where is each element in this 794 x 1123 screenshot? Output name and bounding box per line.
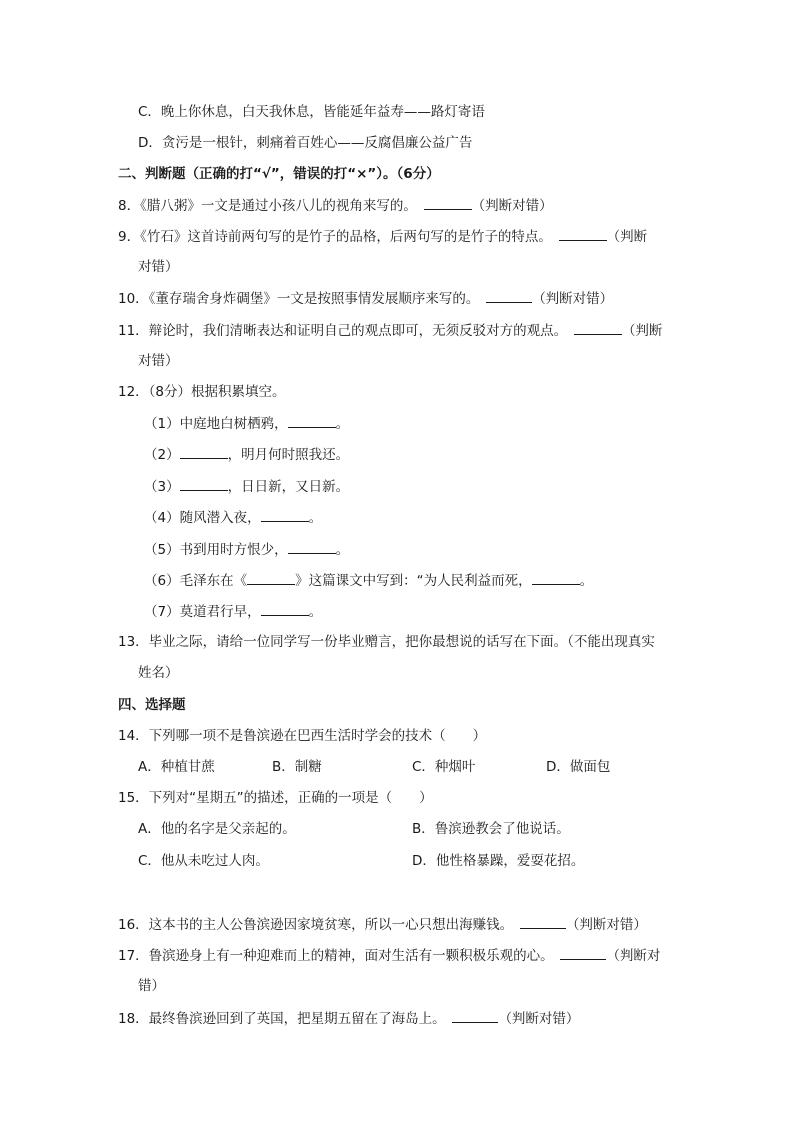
question-18-tail: （判断对错） xyxy=(498,1011,580,1027)
fill-item-1-post: 。 xyxy=(335,416,350,432)
q15-option-b[interactable]: B．鲁滨逊教会了他说话。 xyxy=(412,821,570,837)
answer-blank[interactable] xyxy=(560,945,606,960)
answer-blank[interactable] xyxy=(559,226,607,241)
question-13-cont: 姓名） xyxy=(138,665,179,681)
answer-blank[interactable] xyxy=(424,195,472,210)
fill-item-2-pre: （2） xyxy=(144,447,180,463)
question-17-text: 17．鲁滨逊身上有一种迎难而上的精神，面对生活有一颗积极乐观的心。 xyxy=(118,948,547,964)
question-11 xyxy=(118,320,662,341)
fill-item-3 xyxy=(144,476,349,497)
q14-option-d[interactable]: D．做面包 xyxy=(546,759,611,775)
question-8 xyxy=(118,195,553,216)
answer-blank[interactable] xyxy=(261,601,309,616)
question-14: 14．下列哪一项不是鲁滨逊在巴西生活时学会的技术（ ） xyxy=(118,728,487,744)
option-d xyxy=(138,133,472,153)
fill-item-2 xyxy=(144,444,349,465)
fill-item-7-post: 。 xyxy=(308,604,323,620)
question-15: 15．下列对“星期五”的描述，正确的一项是（ ） xyxy=(118,790,433,806)
q15-option-a[interactable]: A．他的名字是父亲起的。 xyxy=(138,821,296,837)
fill-item-6 xyxy=(144,570,593,591)
question-17-tail: （判断对 xyxy=(606,948,661,964)
fill-item-1-pre: （1）中庭地白树栖鸦， xyxy=(144,416,288,432)
fill-item-5-post: 。 xyxy=(335,542,350,558)
question-8-text: 8．《腊八粥》一文是通过小孩八儿的视角来写的。 xyxy=(118,198,411,214)
question-16-text: 16．这本书的主人公鲁滨逊因家境贫寒，所以一心只想出海赚钱。 xyxy=(118,917,507,933)
fill-item-3-post: ，日日新，又日新。 xyxy=(227,479,350,495)
option-c-text: C．晚上你休息，白天我休息，皆能延年益寿——路灯寄语 xyxy=(138,104,485,120)
answer-blank[interactable] xyxy=(532,570,580,585)
question-12: 12．（8分）根据积累填空。 xyxy=(118,384,286,400)
answer-blank[interactable] xyxy=(288,413,336,428)
answer-blank[interactable] xyxy=(261,507,309,522)
question-10-tail: （判断对错） xyxy=(532,291,614,307)
q15-option-d[interactable]: D．他性格暴躁，爱耍花招。 xyxy=(412,853,585,869)
fill-item-6-mid: 》这篇课文中写到：“为人民利益而死， xyxy=(295,573,532,589)
question-9-text: 9．《竹石》这首诗前两句写的是竹子的品格，后两句写的是竹子的特点。 xyxy=(118,229,546,245)
q14-option-b[interactable]: B．制糖 xyxy=(272,759,322,775)
answer-blank[interactable] xyxy=(486,288,532,303)
fill-item-4 xyxy=(144,507,322,528)
fill-item-4-pre: （4）随风潜入夜， xyxy=(144,510,261,526)
answer-blank[interactable] xyxy=(180,476,228,491)
answer-blank[interactable] xyxy=(574,320,622,335)
question-18 xyxy=(118,1008,579,1029)
question-8-tail: （判断对错） xyxy=(471,198,553,214)
q15-option-c[interactable]: C．他从未吃过人肉。 xyxy=(138,853,269,869)
fill-item-5-pre: （5）书到用时方恨少， xyxy=(144,542,288,558)
answer-blank[interactable] xyxy=(180,444,228,459)
question-9 xyxy=(118,226,647,247)
fill-item-3-pre: （3） xyxy=(144,479,180,495)
section-4-heading: 四、选择题 xyxy=(118,697,186,713)
question-13: 13．毕业之际，请给一位同学写一份毕业赠言，把你最想说的话写在下面。（不能出现真实 xyxy=(118,634,655,650)
question-9-tail: （判断 xyxy=(606,229,648,245)
fill-item-7 xyxy=(144,601,322,622)
fill-item-5 xyxy=(144,539,349,560)
fill-item-2-post: ，明月何时照我还。 xyxy=(227,447,350,463)
question-10 xyxy=(118,288,613,309)
option-d-text: D．贪污是一根针，刺痛着百姓心——反腐倡廉公益广告 xyxy=(138,135,473,151)
fill-item-1 xyxy=(144,413,349,434)
q14-option-a[interactable]: A．种植甘蔗 xyxy=(138,759,215,775)
question-10-text: 10．《董存瑞舍身炸碉堡》一文是按照事情发展顺序来写的。 xyxy=(118,291,473,307)
question-18-text: 18．最终鲁滨逊回到了英国，把星期五留在了海岛上。 xyxy=(118,1011,439,1027)
q14-option-c[interactable]: C．种烟叶 xyxy=(412,759,476,775)
answer-blank[interactable] xyxy=(288,539,336,554)
answer-blank[interactable] xyxy=(452,1008,498,1023)
fill-item-7-pre: （7）莫道君行早， xyxy=(144,604,261,620)
question-17-cont: 错） xyxy=(138,978,165,994)
option-c xyxy=(138,102,485,122)
answer-blank[interactable] xyxy=(247,570,295,585)
answer-blank[interactable] xyxy=(520,914,566,929)
question-11-cont: 对错） xyxy=(138,353,179,369)
question-16 xyxy=(118,914,647,935)
question-17 xyxy=(118,945,660,966)
question-11-tail: （判断 xyxy=(621,323,663,339)
fill-item-4-post: 。 xyxy=(308,510,323,526)
section-2-heading: 二、判断题（正确的打“√”，错误的打“×”）。（6分） xyxy=(118,166,440,182)
question-11-text: 11．辩论时，我们清晰表达和证明自己的观点即可，无须反驳对方的观点。 xyxy=(118,323,561,339)
fill-item-6-post: 。 xyxy=(579,573,594,589)
question-16-tail: （判断对错） xyxy=(565,917,647,933)
fill-item-6-pre: （6）毛泽东在《 xyxy=(144,573,248,589)
question-9-cont: 对错） xyxy=(138,259,179,275)
